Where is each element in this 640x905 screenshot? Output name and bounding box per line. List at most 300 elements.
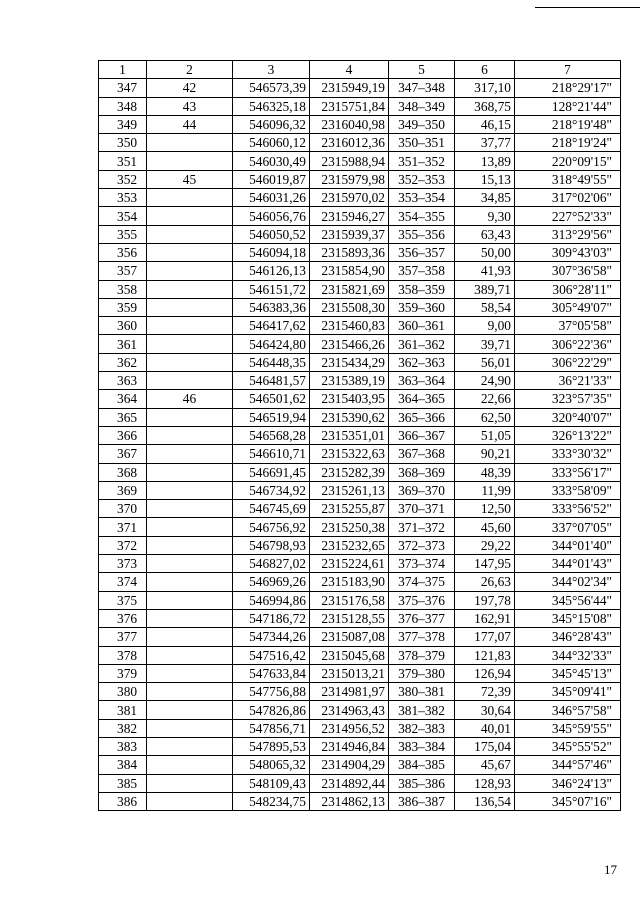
table-cell: 136,54 [455,792,515,810]
table-cell: 2315390,62 [310,408,389,426]
table-row [99,609,621,627]
header-rule [535,7,640,8]
table-cell: 345°45'13" [515,664,621,682]
table-cell: 380 [99,683,147,701]
table-cell: 2315939,37 [310,225,389,243]
table-cell: 346°57'58" [515,701,621,719]
table-cell: 42 [147,79,233,97]
table-cell: 344°32'33" [515,646,621,664]
table-cell: 333°30'32" [515,445,621,463]
table-cell: 546448,35 [233,353,310,371]
table-cell: 367–368 [389,445,455,463]
table-cell: 377 [99,628,147,646]
table-cell: 29,22 [455,536,515,554]
table-cell: 356–357 [389,243,455,261]
table-cell: 36°21'33" [515,372,621,390]
table-cell: 2314862,13 [310,792,389,810]
table-cell: 548109,43 [233,774,310,792]
table-cell: 547633,84 [233,664,310,682]
table-row [99,426,621,444]
table-cell: 2315282,39 [310,463,389,481]
table-cell: 362–363 [389,353,455,371]
table-cell: 2315224,61 [310,555,389,573]
table-cell: 72,39 [455,683,515,701]
table-row [99,372,621,390]
table-cell: 378–379 [389,646,455,664]
table-cell: 546019,87 [233,170,310,188]
table-cell: 349–350 [389,115,455,133]
table-cell [147,683,233,701]
table-row [99,737,621,755]
table-cell: 2315434,29 [310,353,389,371]
table-cell: 385 [99,774,147,792]
table-cell: 2314904,29 [310,756,389,774]
table-cell: 11,99 [455,481,515,499]
table-cell: 355 [99,225,147,243]
table-cell: 352–353 [389,170,455,188]
table-cell: 2315854,90 [310,262,389,280]
table-cell: 2314963,43 [310,701,389,719]
table-cell: 546756,92 [233,518,310,536]
table-row [99,134,621,152]
table-cell: 2315322,63 [310,445,389,463]
table-cell: 348–349 [389,97,455,115]
table-cell: 368–369 [389,463,455,481]
table-cell [147,591,233,609]
table-cell: 317,10 [455,79,515,97]
table-cell: 373 [99,555,147,573]
column-header: 5 [389,61,455,79]
table-row [99,317,621,335]
table-cell: 384–385 [389,756,455,774]
table-cell: 15,13 [455,170,515,188]
table-cell: 363 [99,372,147,390]
table-cell: 381–382 [389,701,455,719]
table-cell: 357–358 [389,262,455,280]
table-cell: 364 [99,390,147,408]
table-cell: 383 [99,737,147,755]
table-cell: 546325,18 [233,97,310,115]
table-cell: 357 [99,262,147,280]
table-cell: 351–352 [389,152,455,170]
table-cell: 218°29'17" [515,79,621,97]
table-cell [147,792,233,810]
table-cell: 547756,88 [233,683,310,701]
table-cell: 360–361 [389,317,455,335]
table-cell: 376 [99,609,147,627]
table-cell: 2314892,44 [310,774,389,792]
table-cell [147,628,233,646]
table-cell: 381 [99,701,147,719]
table-cell: 370–371 [389,500,455,518]
table-cell: 24,90 [455,372,515,390]
table-cell [147,152,233,170]
table-cell: 349 [99,115,147,133]
table-cell: 45,60 [455,518,515,536]
table-cell: 45,67 [455,756,515,774]
table-cell: 353–354 [389,189,455,207]
table-cell: 2314946,84 [310,737,389,755]
table-cell: 368,75 [455,97,515,115]
table-cell: 379–380 [389,664,455,682]
table-cell: 384 [99,756,147,774]
table-cell: 58,54 [455,298,515,316]
table-cell: 546691,45 [233,463,310,481]
table-cell [147,207,233,225]
table-cell: 389,71 [455,280,515,298]
table-cell: 121,83 [455,646,515,664]
table-row [99,792,621,810]
table-cell: 345°55'52" [515,737,621,755]
table-cell: 350–351 [389,134,455,152]
table-cell: 307°36'58" [515,262,621,280]
table-cell: 351 [99,152,147,170]
table-cell [147,372,233,390]
coordinates-table-container [98,60,620,811]
table-cell [147,134,233,152]
table-cell: 43 [147,97,233,115]
table-cell: 128°21'44" [515,97,621,115]
table-row [99,536,621,554]
table-cell: 50,00 [455,243,515,261]
table-cell: 546060,12 [233,134,310,152]
table-cell: 374–375 [389,573,455,591]
table-row [99,573,621,591]
table-cell: 22,66 [455,390,515,408]
table-cell: 2315751,84 [310,97,389,115]
table-cell [147,719,233,737]
column-header: 1 [99,61,147,79]
table-row [99,189,621,207]
table-row [99,390,621,408]
table-cell: 354 [99,207,147,225]
table-cell [147,664,233,682]
table-cell: 2315893,36 [310,243,389,261]
table-cell: 345°56'44" [515,591,621,609]
table-cell: 337°07'05" [515,518,621,536]
table-row [99,79,621,97]
table-cell: 2315979,98 [310,170,389,188]
table-cell: 371–372 [389,518,455,536]
table-cell: 305°49'07" [515,298,621,316]
table-cell: 346°24'13" [515,774,621,792]
table-cell: 26,63 [455,573,515,591]
table-cell: 2315087,08 [310,628,389,646]
table-row [99,481,621,499]
table-cell: 2316012,36 [310,134,389,152]
table-cell: 546096,32 [233,115,310,133]
table-row [99,719,621,737]
table-cell: 363–364 [389,372,455,390]
table-row [99,262,621,280]
table-cell: 371 [99,518,147,536]
table-cell: 306°22'36" [515,335,621,353]
table-cell: 369–370 [389,481,455,499]
table-cell: 546568,28 [233,426,310,444]
table-cell: 175,04 [455,737,515,755]
table-cell: 382 [99,719,147,737]
table-row [99,774,621,792]
table-cell [147,536,233,554]
table-cell: 326°13'22" [515,426,621,444]
table-cell: 40,01 [455,719,515,737]
table-cell: 2315949,19 [310,79,389,97]
table-cell: 2315045,68 [310,646,389,664]
table-cell: 2315946,27 [310,207,389,225]
table-cell: 547895,53 [233,737,310,755]
table-cell: 385–386 [389,774,455,792]
table-cell: 379 [99,664,147,682]
table-cell: 546050,52 [233,225,310,243]
table-row [99,353,621,371]
table-cell: 227°52'33" [515,207,621,225]
table-cell: 546519,94 [233,408,310,426]
table-row [99,115,621,133]
table-cell: 220°09'15" [515,152,621,170]
table-cell: 218°19'48" [515,115,621,133]
table-cell: 44 [147,115,233,133]
table-cell: 358 [99,280,147,298]
table-cell: 356 [99,243,147,261]
table-cell: 347–348 [389,79,455,97]
table-cell [147,298,233,316]
table-cell: 366 [99,426,147,444]
table-cell: 365–366 [389,408,455,426]
table-cell: 386 [99,792,147,810]
table-cell: 2315261,13 [310,481,389,499]
table-cell: 345°09'41" [515,683,621,701]
table-cell: 313°29'56" [515,225,621,243]
column-header: 7 [515,61,621,79]
table-cell: 333°56'17" [515,463,621,481]
table-cell: 2315508,30 [310,298,389,316]
table-body [99,79,621,811]
table-cell: 355–356 [389,225,455,243]
table-row [99,207,621,225]
table-cell: 56,01 [455,353,515,371]
table-cell: 546994,86 [233,591,310,609]
table-cell: 2315183,90 [310,573,389,591]
table-row [99,500,621,518]
column-header: 6 [455,61,515,79]
table-cell: 546031,26 [233,189,310,207]
table-row [99,664,621,682]
table-row [99,243,621,261]
table-cell: 2314981,97 [310,683,389,701]
table-cell: 546383,36 [233,298,310,316]
table-cell: 368 [99,463,147,481]
table-cell [147,573,233,591]
table-cell: 2315389,19 [310,372,389,390]
table-cell: 37°05'58" [515,317,621,335]
table-header-row [99,61,621,79]
table-cell: 386–387 [389,792,455,810]
table-row [99,555,621,573]
table-cell: 352 [99,170,147,188]
table-cell: 375–376 [389,591,455,609]
table-cell: 377–378 [389,628,455,646]
table-cell: 344°01'43" [515,555,621,573]
table-cell: 353 [99,189,147,207]
table-cell: 306°22'29" [515,353,621,371]
table-cell: 361–362 [389,335,455,353]
table-cell: 39,71 [455,335,515,353]
table-cell: 360 [99,317,147,335]
table-cell: 546734,92 [233,481,310,499]
table-row [99,518,621,536]
table-row [99,298,621,316]
table-row [99,225,621,243]
table-cell [147,280,233,298]
table-cell: 382–383 [389,719,455,737]
table-cell: 547856,71 [233,719,310,737]
table-cell: 361 [99,335,147,353]
table-cell: 547826,86 [233,701,310,719]
table-cell: 306°28'11" [515,280,621,298]
table-cell: 547186,72 [233,609,310,627]
table-cell: 372–373 [389,536,455,554]
table-cell: 546481,57 [233,372,310,390]
table-cell: 373–374 [389,555,455,573]
table-cell: 147,95 [455,555,515,573]
table-row [99,335,621,353]
table-cell: 51,05 [455,426,515,444]
table-cell: 46,15 [455,115,515,133]
table-cell: 344°57'46" [515,756,621,774]
table-cell: 364–365 [389,390,455,408]
table-cell: 546501,62 [233,390,310,408]
table-cell [147,426,233,444]
table-cell: 2315013,21 [310,664,389,682]
table-cell [147,445,233,463]
column-header: 3 [233,61,310,79]
table-cell: 317°02'06" [515,189,621,207]
table-cell: 37,77 [455,134,515,152]
table-cell: 2315970,02 [310,189,389,207]
coordinates-table [98,60,621,811]
table-cell [147,317,233,335]
table-cell: 344°02'34" [515,573,621,591]
table-cell: 547516,42 [233,646,310,664]
table-cell [147,609,233,627]
table-cell: 546094,18 [233,243,310,261]
table-row [99,756,621,774]
table-cell: 46 [147,390,233,408]
table-cell [147,225,233,243]
table-cell: 350 [99,134,147,152]
table-cell [147,737,233,755]
table-row [99,97,621,115]
table-cell: 546969,26 [233,573,310,591]
table-cell: 547344,26 [233,628,310,646]
table-cell: 34,85 [455,189,515,207]
table-cell: 548065,32 [233,756,310,774]
table-cell: 375 [99,591,147,609]
table-cell: 309°43'03" [515,243,621,261]
table-cell: 345°15'08" [515,609,621,627]
table-row [99,152,621,170]
table-cell [147,353,233,371]
table-cell [147,500,233,518]
table-cell: 354–355 [389,207,455,225]
table-cell: 333°56'52" [515,500,621,518]
table-cell: 358–359 [389,280,455,298]
table-cell: 346°28'43" [515,628,621,646]
table-cell [147,189,233,207]
table-cell [147,262,233,280]
table-cell: 2315988,94 [310,152,389,170]
table-cell [147,555,233,573]
table-cell [147,756,233,774]
table-cell: 359 [99,298,147,316]
table-row [99,463,621,481]
table-cell [147,463,233,481]
table-cell: 546030,49 [233,152,310,170]
table-cell: 362 [99,353,147,371]
table-cell: 48,39 [455,463,515,481]
table-cell: 546424,80 [233,335,310,353]
table-cell: 128,93 [455,774,515,792]
table-cell: 2314956,52 [310,719,389,737]
table-cell: 2315232,65 [310,536,389,554]
table-cell: 2315351,01 [310,426,389,444]
column-header: 2 [147,61,233,79]
table-cell: 2315250,38 [310,518,389,536]
table-cell: 546151,72 [233,280,310,298]
table-cell: 376–377 [389,609,455,627]
table-cell: 2315821,69 [310,280,389,298]
table-cell: 9,30 [455,207,515,225]
table-cell: 344°01'40" [515,536,621,554]
table-row [99,683,621,701]
table-cell: 2315403,95 [310,390,389,408]
table-cell: 369 [99,481,147,499]
table-cell: 12,50 [455,500,515,518]
table-cell: 62,50 [455,408,515,426]
table-row [99,646,621,664]
table-cell: 41,93 [455,262,515,280]
table-cell: 218°19'24" [515,134,621,152]
table-cell: 2315176,58 [310,591,389,609]
table-cell: 2315128,55 [310,609,389,627]
table-cell: 126,94 [455,664,515,682]
table-cell: 333°58'09" [515,481,621,499]
table-cell: 365 [99,408,147,426]
table-cell [147,243,233,261]
table-cell: 345°07'16" [515,792,621,810]
table-cell [147,335,233,353]
table-row [99,408,621,426]
table-cell: 318°49'55" [515,170,621,188]
table-cell: 378 [99,646,147,664]
table-cell: 546610,71 [233,445,310,463]
table-cell: 546417,62 [233,317,310,335]
column-header: 4 [310,61,389,79]
table-cell [147,646,233,664]
table-cell: 374 [99,573,147,591]
table-cell: 380–381 [389,683,455,701]
table-row [99,445,621,463]
table-cell: 546573,39 [233,79,310,97]
table-row [99,701,621,719]
table-cell: 2315460,83 [310,317,389,335]
table-cell: 366–367 [389,426,455,444]
table-cell: 2315466,26 [310,335,389,353]
table-cell: 13,89 [455,152,515,170]
table-cell [147,518,233,536]
table-cell: 320°40'07" [515,408,621,426]
table-cell: 546126,13 [233,262,310,280]
